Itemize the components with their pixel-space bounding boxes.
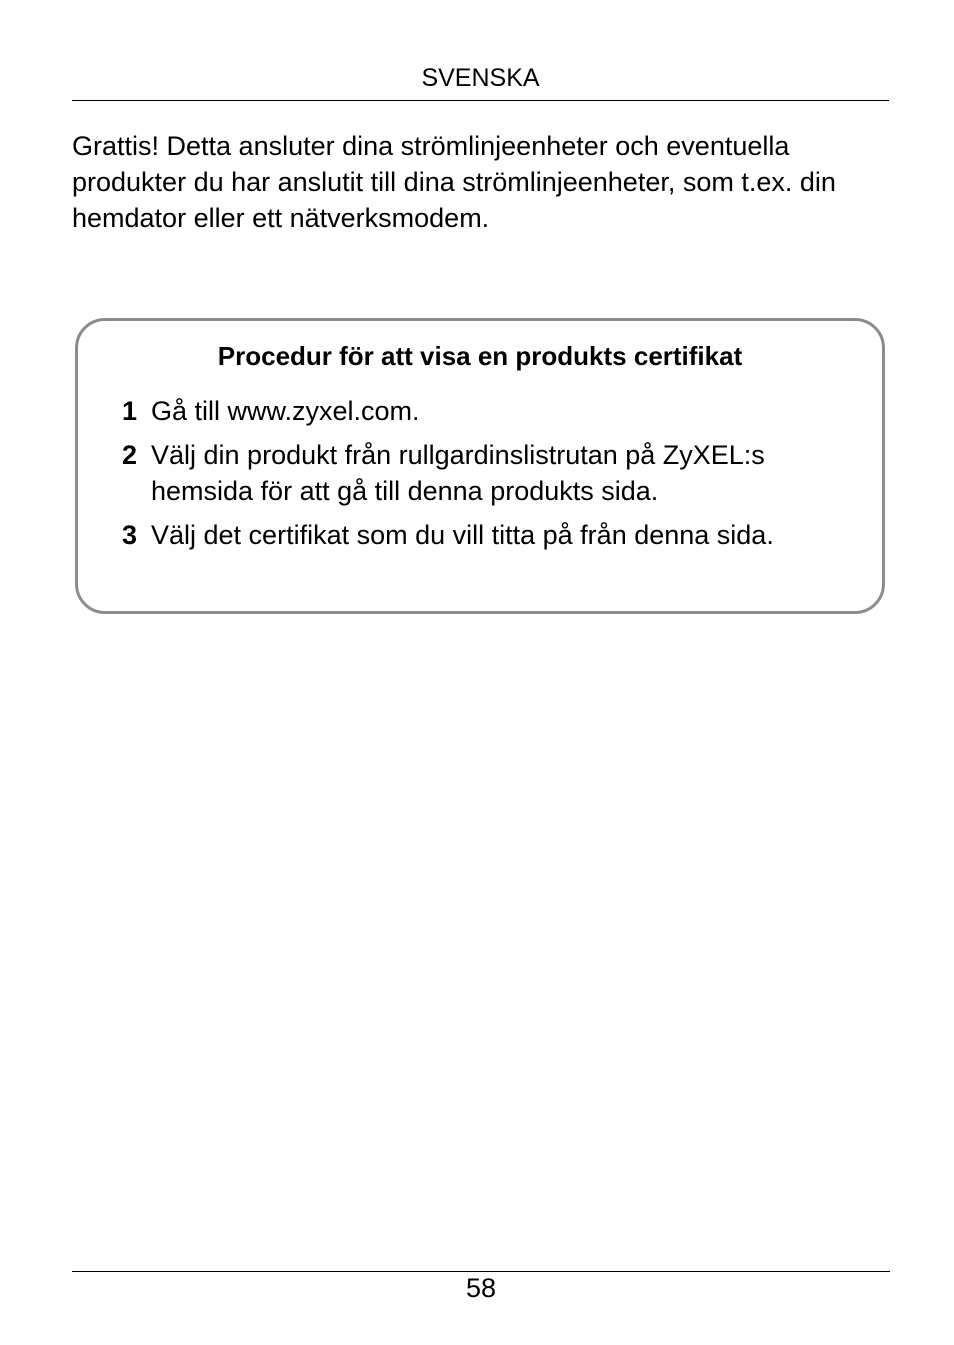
- step-number: 2: [122, 440, 138, 470]
- page-number: 58: [465, 1273, 497, 1303]
- procedure-step: [122, 393, 862, 429]
- header-divider: [72, 100, 889, 101]
- step-number: 3: [122, 520, 138, 550]
- intro-paragraph: Grattis! Detta ansluter dina strömlinjeenheter och eventuella produkter du har anslutit till dina strömlinjeenheter, som t.ex. din hemdator eller ett nätverksmodem.: [72, 131, 836, 233]
- step-number: 1: [122, 396, 138, 426]
- page-header-title: SVENSKA: [421, 64, 540, 92]
- step-text: Välj det certifikat som du vill titta på från denna sida.: [151, 520, 774, 550]
- procedure-step: [122, 437, 862, 509]
- procedure-box: [75, 318, 885, 614]
- procedure-step: [122, 517, 862, 553]
- procedure-steps: [122, 393, 862, 561]
- procedure-title: Procedur för att visa en produkts certifikat: [217, 341, 743, 371]
- step-text: Välj din produkt från rullgardinslistrutan på ZyXEL:s hemsida för att gå till denna produkts sida.: [151, 440, 765, 506]
- step-text: Gå till www.zyxel.com.: [151, 396, 420, 426]
